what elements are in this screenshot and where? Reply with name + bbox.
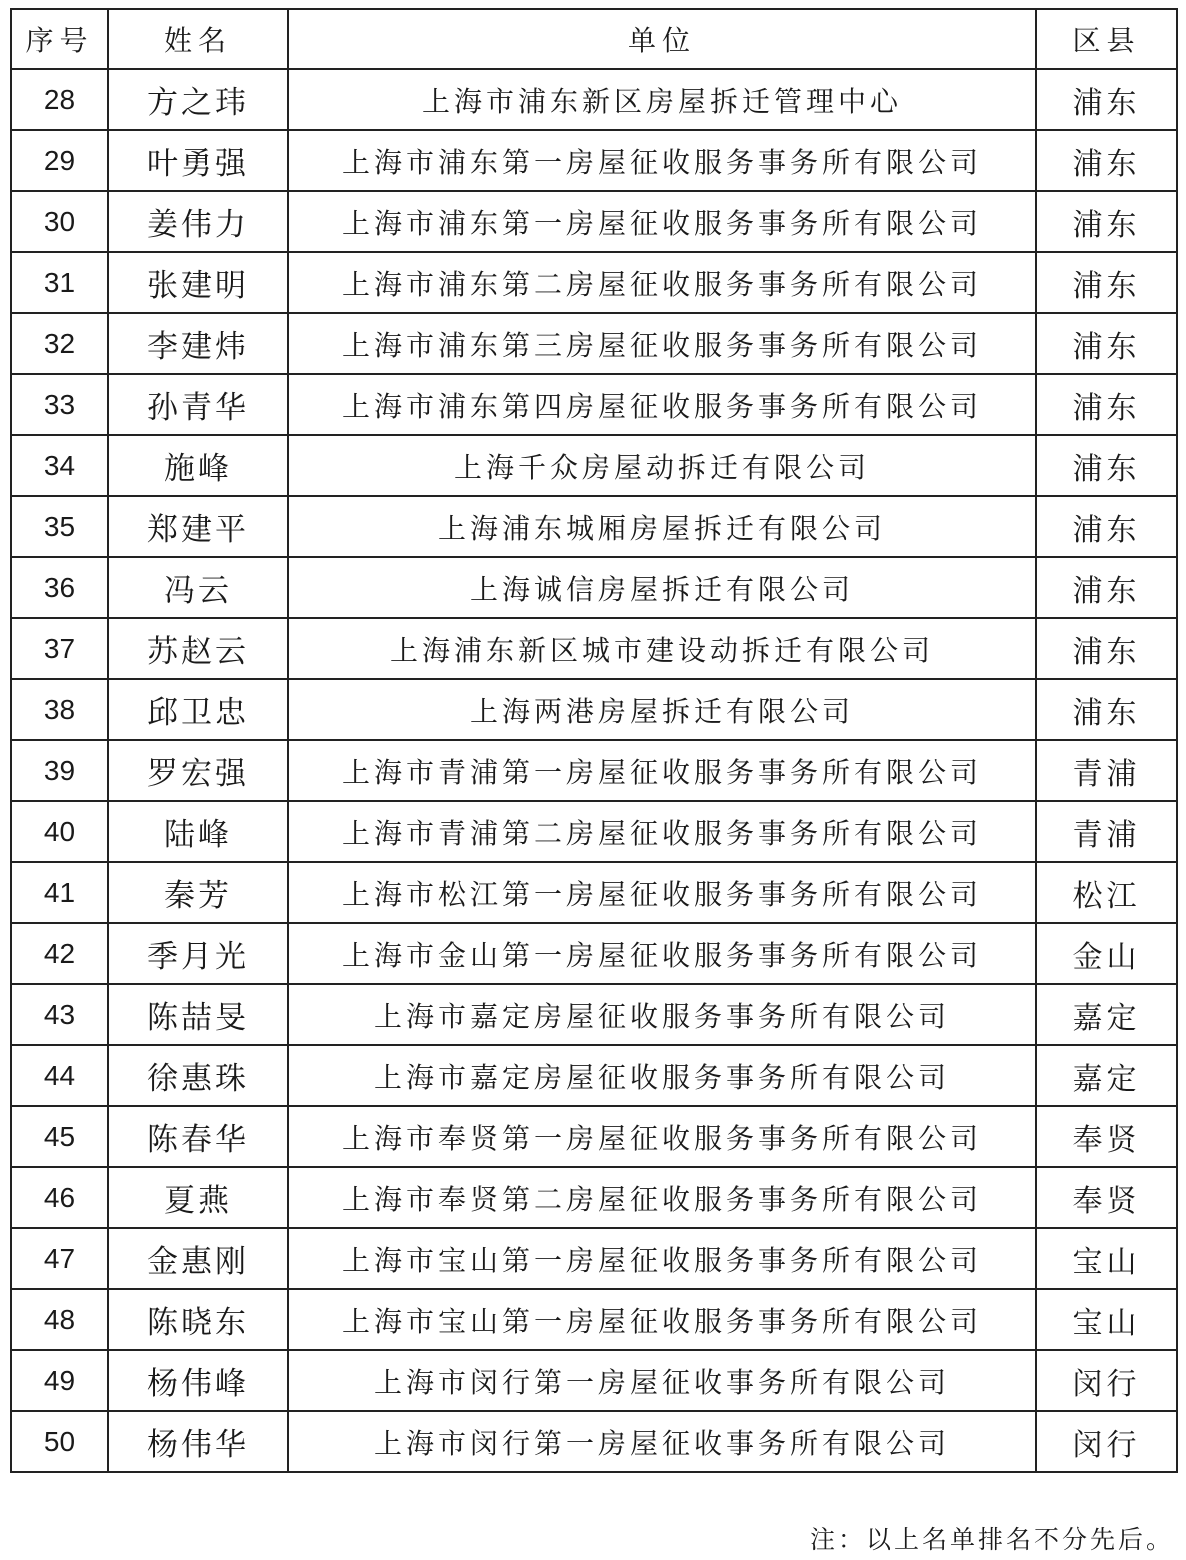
unit-cell: 上海浦东城厢房屋拆迁有限公司: [288, 496, 1036, 557]
unit-cell: 上海浦东新区城市建设动拆迁有限公司: [288, 618, 1036, 679]
district-cell: 浦东: [1036, 313, 1177, 374]
personnel-table: [10, 8, 1178, 1473]
header-unit: 单位: [288, 9, 1036, 69]
unit-cell: 上海市闵行第一房屋征收事务所有限公司: [288, 1350, 1036, 1411]
table-row: [11, 923, 1177, 984]
seq-cell: 38: [11, 679, 108, 740]
seq-cell: 35: [11, 496, 108, 557]
name-cell: 冯云: [108, 557, 288, 618]
seq-cell: 42: [11, 923, 108, 984]
district-cell: 浦东: [1036, 252, 1177, 313]
district-cell: 浦东: [1036, 618, 1177, 679]
name-cell: 孙青华: [108, 374, 288, 435]
table-row: [11, 435, 1177, 496]
seq-cell: 28: [11, 69, 108, 130]
seq-cell: 36: [11, 557, 108, 618]
district-cell: 浦东: [1036, 435, 1177, 496]
unit-cell: 上海市闵行第一房屋征收事务所有限公司: [288, 1411, 1036, 1472]
name-cell: 金惠刚: [108, 1228, 288, 1289]
unit-cell: 上海市嘉定房屋征收服务事务所有限公司: [288, 984, 1036, 1045]
district-cell: 浦东: [1036, 191, 1177, 252]
table-row: [11, 252, 1177, 313]
seq-cell: 49: [11, 1350, 108, 1411]
seq-cell: 50: [11, 1411, 108, 1472]
unit-cell: 上海市金山第一房屋征收服务事务所有限公司: [288, 923, 1036, 984]
seq-cell: 47: [11, 1228, 108, 1289]
name-cell: 陆峰: [108, 801, 288, 862]
district-cell: 浦东: [1036, 130, 1177, 191]
table-row: [11, 374, 1177, 435]
unit-cell: 上海两港房屋拆迁有限公司: [288, 679, 1036, 740]
name-cell: 杨伟峰: [108, 1350, 288, 1411]
table-row: [11, 1045, 1177, 1106]
name-cell: 陈晓东: [108, 1289, 288, 1350]
table-row: [11, 679, 1177, 740]
district-cell: 嘉定: [1036, 984, 1177, 1045]
table-row: [11, 801, 1177, 862]
seq-cell: 37: [11, 618, 108, 679]
table-row: [11, 1289, 1177, 1350]
table-row: [11, 1228, 1177, 1289]
table-row: [11, 1411, 1177, 1472]
name-cell: 叶勇强: [108, 130, 288, 191]
district-cell: 奉贤: [1036, 1167, 1177, 1228]
name-cell: 李建炜: [108, 313, 288, 374]
name-cell: 杨伟华: [108, 1411, 288, 1472]
unit-cell: 上海诚信房屋拆迁有限公司: [288, 557, 1036, 618]
seq-cell: 40: [11, 801, 108, 862]
unit-cell: 上海市浦东第四房屋征收服务事务所有限公司: [288, 374, 1036, 435]
header-seq: 序号: [11, 9, 108, 69]
unit-cell: 上海市浦东第三房屋征收服务事务所有限公司: [288, 313, 1036, 374]
seq-cell: 29: [11, 130, 108, 191]
district-cell: 浦东: [1036, 374, 1177, 435]
seq-cell: 45: [11, 1106, 108, 1167]
unit-cell: 上海市宝山第一房屋征收服务事务所有限公司: [288, 1289, 1036, 1350]
seq-cell: 34: [11, 435, 108, 496]
table-row: [11, 191, 1177, 252]
table-row: [11, 740, 1177, 801]
name-cell: 姜伟力: [108, 191, 288, 252]
table-row: [11, 1106, 1177, 1167]
district-cell: 金山: [1036, 923, 1177, 984]
district-cell: 宝山: [1036, 1228, 1177, 1289]
district-cell: 闵行: [1036, 1411, 1177, 1472]
name-cell: 施峰: [108, 435, 288, 496]
unit-cell: 上海市青浦第一房屋征收服务事务所有限公司: [288, 740, 1036, 801]
district-cell: 闵行: [1036, 1350, 1177, 1411]
unit-cell: 上海市松江第一房屋征收服务事务所有限公司: [288, 862, 1036, 923]
seq-cell: 39: [11, 740, 108, 801]
unit-cell: 上海市奉贤第二房屋征收服务事务所有限公司: [288, 1167, 1036, 1228]
table-row: [11, 130, 1177, 191]
unit-cell: 上海千众房屋动拆迁有限公司: [288, 435, 1036, 496]
name-cell: 陈春华: [108, 1106, 288, 1167]
unit-cell: 上海市浦东第一房屋征收服务事务所有限公司: [288, 191, 1036, 252]
name-cell: 季月光: [108, 923, 288, 984]
table-row: [11, 1350, 1177, 1411]
unit-cell: 上海市嘉定房屋征收服务事务所有限公司: [288, 1045, 1036, 1106]
seq-cell: 31: [11, 252, 108, 313]
header-name: 姓名: [108, 9, 288, 69]
district-cell: 宝山: [1036, 1289, 1177, 1350]
seq-cell: 43: [11, 984, 108, 1045]
unit-cell: 上海市浦东新区房屋拆迁管理中心: [288, 69, 1036, 130]
seq-cell: 32: [11, 313, 108, 374]
district-cell: 松江: [1036, 862, 1177, 923]
header-row: [11, 9, 1177, 69]
table-header: [11, 9, 1177, 69]
seq-cell: 48: [11, 1289, 108, 1350]
name-cell: 夏燕: [108, 1167, 288, 1228]
table-body: [11, 69, 1177, 1472]
seq-cell: 44: [11, 1045, 108, 1106]
unit-cell: 上海市奉贤第一房屋征收服务事务所有限公司: [288, 1106, 1036, 1167]
unit-cell: 上海市宝山第一房屋征收服务事务所有限公司: [288, 1228, 1036, 1289]
seq-cell: 30: [11, 191, 108, 252]
district-cell: 奉贤: [1036, 1106, 1177, 1167]
name-cell: 罗宏强: [108, 740, 288, 801]
table-row: [11, 862, 1177, 923]
table-row: [11, 1167, 1177, 1228]
name-cell: 张建明: [108, 252, 288, 313]
district-cell: 青浦: [1036, 740, 1177, 801]
header-district: 区县: [1036, 9, 1177, 69]
table-row: [11, 984, 1177, 1045]
name-cell: 陈喆旻: [108, 984, 288, 1045]
district-cell: 浦东: [1036, 496, 1177, 557]
table-row: [11, 496, 1177, 557]
name-cell: 方之玮: [108, 69, 288, 130]
table-row: [11, 69, 1177, 130]
table-row: [11, 313, 1177, 374]
district-cell: 浦东: [1036, 557, 1177, 618]
district-cell: 嘉定: [1036, 1045, 1177, 1106]
table-row: [11, 618, 1177, 679]
district-cell: 青浦: [1036, 801, 1177, 862]
name-cell: 徐惠珠: [108, 1045, 288, 1106]
footnote: 注：以上名单排名不分先后。: [809, 1525, 1174, 1554]
name-cell: 邱卫忠: [108, 679, 288, 740]
table-row: [11, 557, 1177, 618]
unit-cell: 上海市青浦第二房屋征收服务事务所有限公司: [288, 801, 1036, 862]
seq-cell: 41: [11, 862, 108, 923]
district-cell: 浦东: [1036, 69, 1177, 130]
seq-cell: 46: [11, 1167, 108, 1228]
seq-cell: 33: [11, 374, 108, 435]
unit-cell: 上海市浦东第二房屋征收服务事务所有限公司: [288, 252, 1036, 313]
name-cell: 秦芳: [108, 862, 288, 923]
name-cell: 苏赵云: [108, 618, 288, 679]
unit-cell: 上海市浦东第一房屋征收服务事务所有限公司: [288, 130, 1036, 191]
name-cell: 郑建平: [108, 496, 288, 557]
district-cell: 浦东: [1036, 679, 1177, 740]
